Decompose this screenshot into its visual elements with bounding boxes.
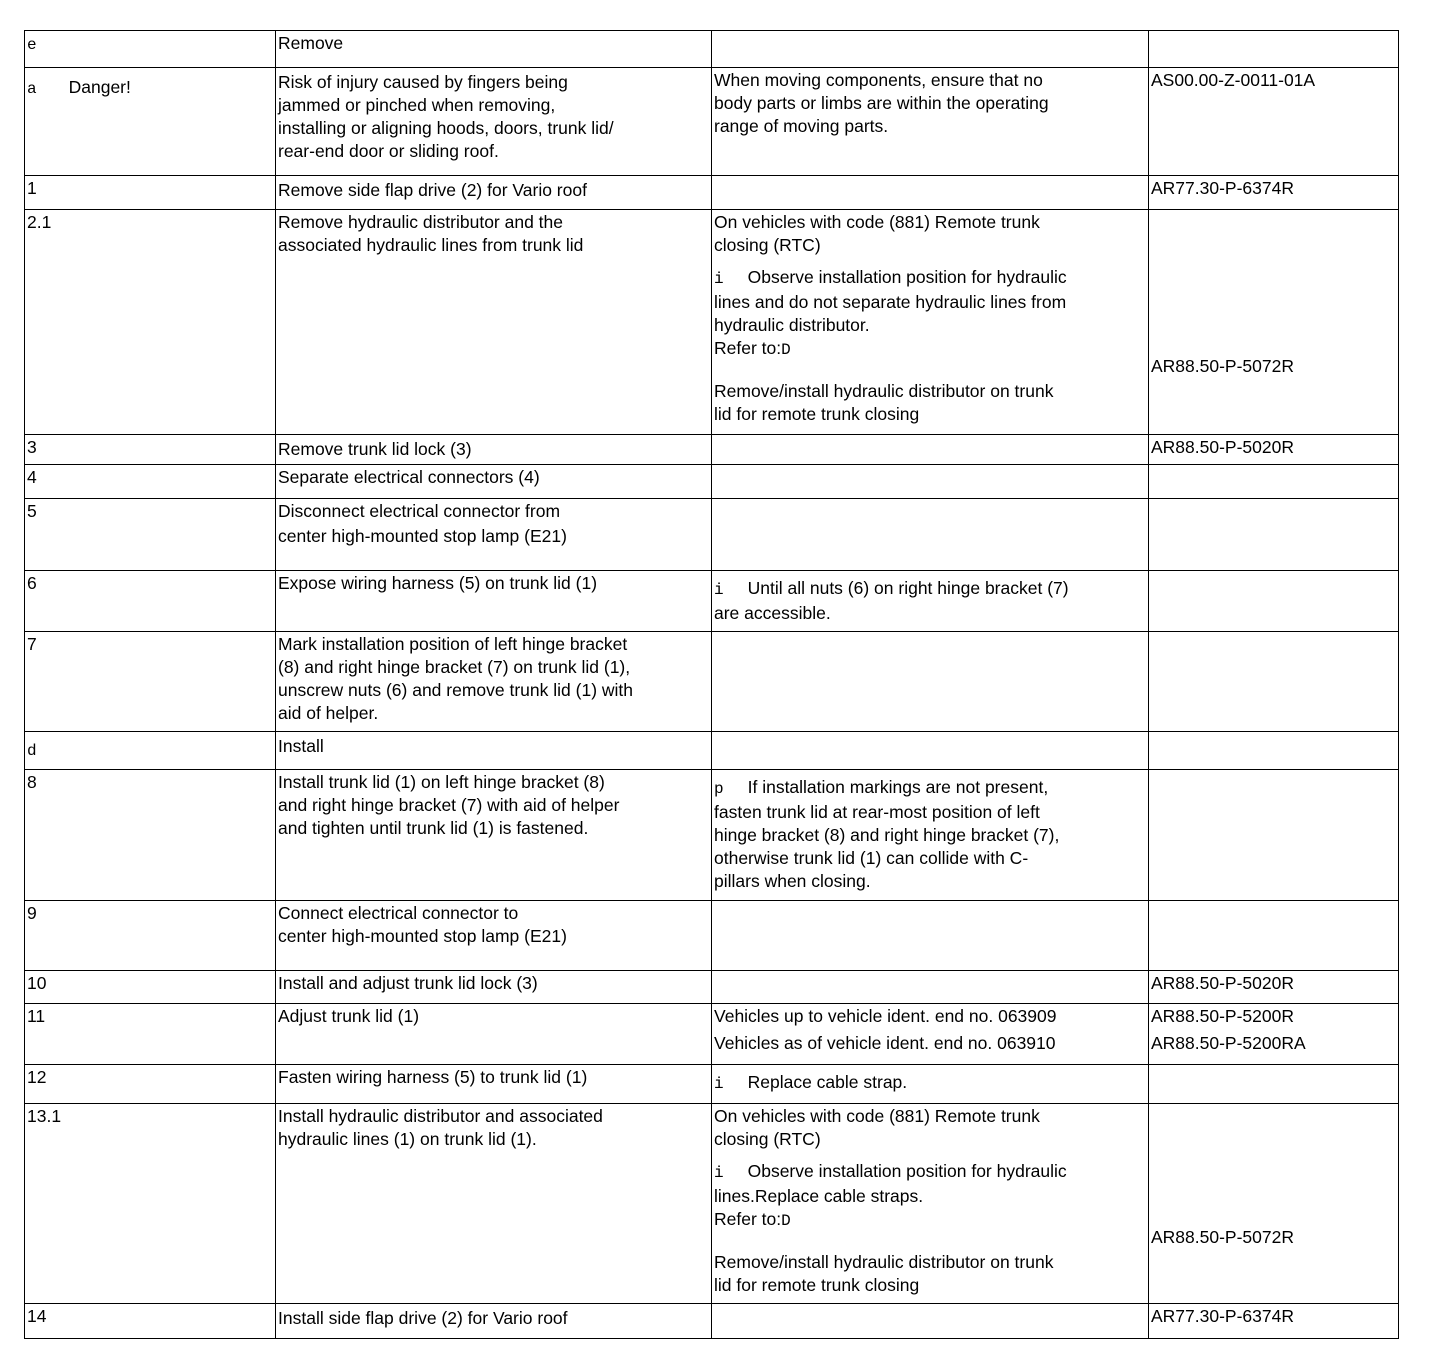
action-cell bbox=[276, 176, 712, 210]
action-line: Disconnect electrical connector from bbox=[278, 501, 561, 521]
note-line: On vehicles with code (881) Remote trunk bbox=[714, 1106, 1040, 1126]
step-cell bbox=[25, 632, 276, 732]
note-line: Vehicles up to vehicle ident. end no. 063909 bbox=[714, 1006, 1057, 1026]
step-number: 11 bbox=[27, 1006, 46, 1026]
warning-icon: a bbox=[27, 80, 37, 98]
reference-link[interactable]: AR88.50-P-5072R bbox=[1151, 356, 1294, 376]
note-cell bbox=[712, 971, 1149, 1004]
note-line: Vehicles as of vehicle ident. end no. 063910 bbox=[714, 1033, 1056, 1053]
table-row bbox=[25, 176, 1399, 210]
note-cell bbox=[712, 465, 1149, 499]
table-row bbox=[25, 571, 1399, 632]
action-text: Separate electrical connectors (4) bbox=[278, 467, 540, 487]
ref-cell bbox=[1149, 31, 1399, 68]
note-line: body parts or limbs are within the operating bbox=[714, 93, 1049, 113]
ref-cell bbox=[1149, 465, 1399, 499]
table-row bbox=[25, 465, 1399, 499]
note-cell bbox=[712, 31, 1149, 68]
step-number: 9 bbox=[27, 903, 37, 923]
note-cell bbox=[712, 210, 1149, 435]
action-line: rear-end door or sliding roof. bbox=[278, 141, 499, 161]
link-text[interactable]: lid for remote trunk closing bbox=[714, 404, 920, 424]
action-text: Install and adjust trunk lid lock (3) bbox=[278, 973, 538, 993]
action-line: installing or aligning hoods, doors, trunk lid/ bbox=[278, 118, 614, 138]
reference-link[interactable]: AR77.30-P-6374R bbox=[1151, 178, 1294, 198]
step-cell bbox=[25, 770, 276, 901]
step-number: 4 bbox=[27, 467, 37, 487]
note-line: hydraulic distributor. bbox=[714, 315, 870, 335]
note-line: closing (RTC) bbox=[714, 235, 821, 255]
step-cell bbox=[25, 1304, 276, 1339]
link-text[interactable]: Remove/install hydraulic distributor on trunk bbox=[714, 1252, 1054, 1272]
step-number: 2.1 bbox=[27, 212, 52, 232]
ref-cell[interactable] bbox=[1149, 176, 1399, 210]
action-line: center high-mounted stop lamp (E21) bbox=[278, 526, 567, 546]
ref-cell bbox=[1149, 632, 1399, 732]
procedure-table bbox=[24, 30, 1399, 1339]
note-line: lines.Replace cable straps. bbox=[714, 1186, 924, 1206]
reference-link[interactable]: AR88.50-P-5072R bbox=[1151, 1227, 1294, 1247]
action-line: Install trunk lid (1) on left hinge bracket (8) bbox=[278, 772, 605, 792]
action-line: center high-mounted stop lamp (E21) bbox=[278, 926, 567, 946]
note-line: range of moving parts. bbox=[714, 116, 889, 136]
table-row bbox=[25, 770, 1399, 901]
action-text: Remove trunk lid lock (3) bbox=[278, 439, 472, 459]
step-number: 7 bbox=[27, 634, 37, 654]
step-cell bbox=[25, 465, 276, 499]
action-cell bbox=[276, 1065, 712, 1104]
note-line: Until all nuts (6) on right hinge bracket (7) bbox=[747, 578, 1069, 598]
info-note bbox=[714, 266, 1146, 291]
action-text: Install side flap drive (2) for Vario roof bbox=[278, 1308, 568, 1328]
step-number: 1 bbox=[27, 178, 37, 198]
action-cell bbox=[276, 1004, 712, 1065]
step-number: 13.1 bbox=[27, 1106, 62, 1126]
step-cell bbox=[25, 901, 276, 971]
table-row bbox=[25, 435, 1399, 465]
note-cell bbox=[712, 770, 1149, 901]
action-cell bbox=[276, 1104, 712, 1304]
note-line: Replace cable strap. bbox=[747, 1072, 908, 1092]
note-line: hinge bracket (8) and right hinge bracket (7), bbox=[714, 825, 1060, 845]
action-cell bbox=[276, 971, 712, 1004]
note-line: When moving components, ensure that no bbox=[714, 70, 1043, 90]
document-icon: D bbox=[781, 341, 791, 359]
note-line: lines and do not separate hydraulic lines from bbox=[714, 292, 1067, 312]
action-line: Connect electrical connector to bbox=[278, 903, 519, 923]
action-cell bbox=[276, 499, 712, 571]
ref-cell[interactable] bbox=[1149, 210, 1399, 435]
step-cell bbox=[25, 210, 276, 435]
reference-link[interactable]: AR88.50-P-5200RA bbox=[1151, 1033, 1306, 1053]
table-row bbox=[25, 901, 1399, 971]
danger-label: Danger! bbox=[68, 77, 131, 97]
note-cell bbox=[712, 632, 1149, 732]
note-cell bbox=[712, 176, 1149, 210]
note-line: On vehicles with code (881) Remote trunk bbox=[714, 212, 1040, 232]
note-line: are accessible. bbox=[714, 603, 831, 623]
table-row bbox=[25, 1104, 1399, 1304]
action-cell bbox=[276, 571, 712, 632]
action-line: jammed or pinched when removing, bbox=[278, 95, 556, 115]
action-line: associated hydraulic lines from trunk lid bbox=[278, 235, 584, 255]
ref-cell bbox=[1149, 571, 1399, 632]
link-text[interactable]: Remove/install hydraulic distributor on trunk bbox=[714, 381, 1054, 401]
table-row bbox=[25, 1065, 1399, 1104]
action-text: Remove side flap drive (2) for Vario roof bbox=[278, 180, 587, 200]
step-cell bbox=[25, 435, 276, 465]
action-cell bbox=[276, 632, 712, 732]
step-cell bbox=[25, 971, 276, 1004]
refer-label: Refer to: bbox=[714, 1209, 782, 1229]
section-title: Install bbox=[278, 736, 324, 756]
install-section-icon: d bbox=[27, 742, 37, 760]
table-row bbox=[25, 1304, 1399, 1339]
step-cell bbox=[25, 1065, 276, 1104]
action-cell bbox=[276, 465, 712, 499]
ref-cell[interactable] bbox=[1149, 1104, 1399, 1304]
step-number: 3 bbox=[27, 437, 37, 457]
action-line: Risk of injury caused by fingers being bbox=[278, 72, 568, 92]
remove-section-icon: e bbox=[27, 36, 37, 54]
note-line: Observe installation position for hydraulic bbox=[747, 1161, 1067, 1181]
step-cell bbox=[25, 571, 276, 632]
note-line: If installation markings are not present, bbox=[747, 777, 1049, 797]
note-line: closing (RTC) bbox=[714, 1129, 821, 1149]
reference-link[interactable]: AR88.50-P-5200R bbox=[1151, 1006, 1294, 1026]
note-cell bbox=[712, 732, 1149, 770]
step-cell bbox=[25, 1004, 276, 1065]
action-line: (8) and right hinge bracket (7) on trunk lid (1), bbox=[278, 657, 631, 677]
table-row bbox=[25, 732, 1399, 770]
action-text: Adjust trunk lid (1) bbox=[278, 1006, 420, 1026]
step-cell bbox=[25, 1104, 276, 1304]
action-line: and right hinge bracket (7) with aid of helper bbox=[278, 795, 620, 815]
step-number: 6 bbox=[27, 573, 37, 593]
action-line: hydraulic lines (1) on trunk lid (1). bbox=[278, 1129, 537, 1149]
step-cell bbox=[25, 68, 276, 176]
action-cell bbox=[276, 68, 712, 176]
ref-cell[interactable] bbox=[1149, 1304, 1399, 1339]
step-number: 14 bbox=[27, 1306, 47, 1326]
note-line: fasten trunk lid at rear-most position of left bbox=[714, 802, 1040, 822]
ref-cell[interactable] bbox=[1149, 435, 1399, 465]
ref-cell[interactable] bbox=[1149, 1004, 1399, 1065]
step-number: 5 bbox=[27, 501, 37, 521]
action-cell bbox=[276, 1304, 712, 1339]
step-number: 8 bbox=[27, 772, 37, 792]
note-cell bbox=[712, 499, 1149, 571]
action-cell bbox=[276, 901, 712, 971]
reference-link[interactable]: AS00.00-Z-0011-01A bbox=[1151, 70, 1316, 90]
reference-link[interactable]: AR88.50-P-5020R bbox=[1151, 437, 1294, 457]
step-cell bbox=[25, 499, 276, 571]
action-cell bbox=[276, 435, 712, 465]
ref-cell[interactable] bbox=[1149, 68, 1399, 176]
info-note bbox=[714, 1160, 1146, 1185]
ref-cell bbox=[1149, 732, 1399, 770]
ref-cell[interactable] bbox=[1149, 971, 1399, 1004]
info-icon: i bbox=[714, 1075, 724, 1093]
action-line: unscrew nuts (6) and remove trunk lid (1) with bbox=[278, 680, 633, 700]
table-row bbox=[25, 632, 1399, 732]
note-cell bbox=[712, 1065, 1149, 1104]
note-cell bbox=[712, 1104, 1149, 1304]
step-cell bbox=[25, 176, 276, 210]
section-title: Remove bbox=[278, 33, 344, 53]
step-number: 12 bbox=[27, 1067, 47, 1087]
action-text: Expose wiring harness (5) on trunk lid (1) bbox=[278, 573, 598, 593]
info-icon: i bbox=[714, 581, 724, 599]
table-row bbox=[25, 1004, 1399, 1065]
action-line: Install hydraulic distributor and associated bbox=[278, 1106, 603, 1126]
note-cell bbox=[712, 435, 1149, 465]
reference-link[interactable]: AR88.50-P-5020R bbox=[1151, 973, 1294, 993]
action-cell bbox=[276, 31, 712, 68]
info-icon: i bbox=[714, 1164, 724, 1182]
ref-cell bbox=[1149, 499, 1399, 571]
step-cell bbox=[25, 31, 276, 68]
action-cell bbox=[276, 210, 712, 435]
action-line: and tighten until trunk lid (1) is fastened. bbox=[278, 818, 589, 838]
note-cell bbox=[712, 1004, 1149, 1065]
table-row bbox=[25, 68, 1399, 176]
note-cell bbox=[712, 68, 1149, 176]
table-row bbox=[25, 31, 1399, 68]
note-line: Observe installation position for hydraulic bbox=[747, 267, 1067, 287]
note-icon: p bbox=[714, 780, 724, 798]
note-line: pillars when closing. bbox=[714, 871, 871, 891]
ref-cell bbox=[1149, 770, 1399, 901]
reference-link[interactable]: AR77.30-P-6374R bbox=[1151, 1306, 1294, 1326]
document-icon: D bbox=[781, 1212, 791, 1230]
ref-cell bbox=[1149, 901, 1399, 971]
action-line: Mark installation position of left hinge bracket bbox=[278, 634, 628, 654]
action-line: aid of helper. bbox=[278, 703, 379, 723]
action-line: Remove hydraulic distributor and the bbox=[278, 212, 564, 232]
note-cell bbox=[712, 571, 1149, 632]
step-cell bbox=[25, 732, 276, 770]
action-cell bbox=[276, 732, 712, 770]
ref-cell bbox=[1149, 1065, 1399, 1104]
step-number: 10 bbox=[27, 973, 47, 993]
table-row bbox=[25, 499, 1399, 571]
note-line: otherwise trunk lid (1) can collide with C- bbox=[714, 848, 1029, 868]
note-cell bbox=[712, 1304, 1149, 1339]
info-icon: i bbox=[714, 270, 724, 288]
note-cell bbox=[712, 901, 1149, 971]
action-text: Fasten wiring harness (5) to trunk lid (1) bbox=[278, 1067, 588, 1087]
link-text[interactable]: lid for remote trunk closing bbox=[714, 1275, 920, 1295]
table-row bbox=[25, 971, 1399, 1004]
refer-label: Refer to: bbox=[714, 338, 782, 358]
table-row bbox=[25, 210, 1399, 435]
action-cell bbox=[276, 770, 712, 901]
